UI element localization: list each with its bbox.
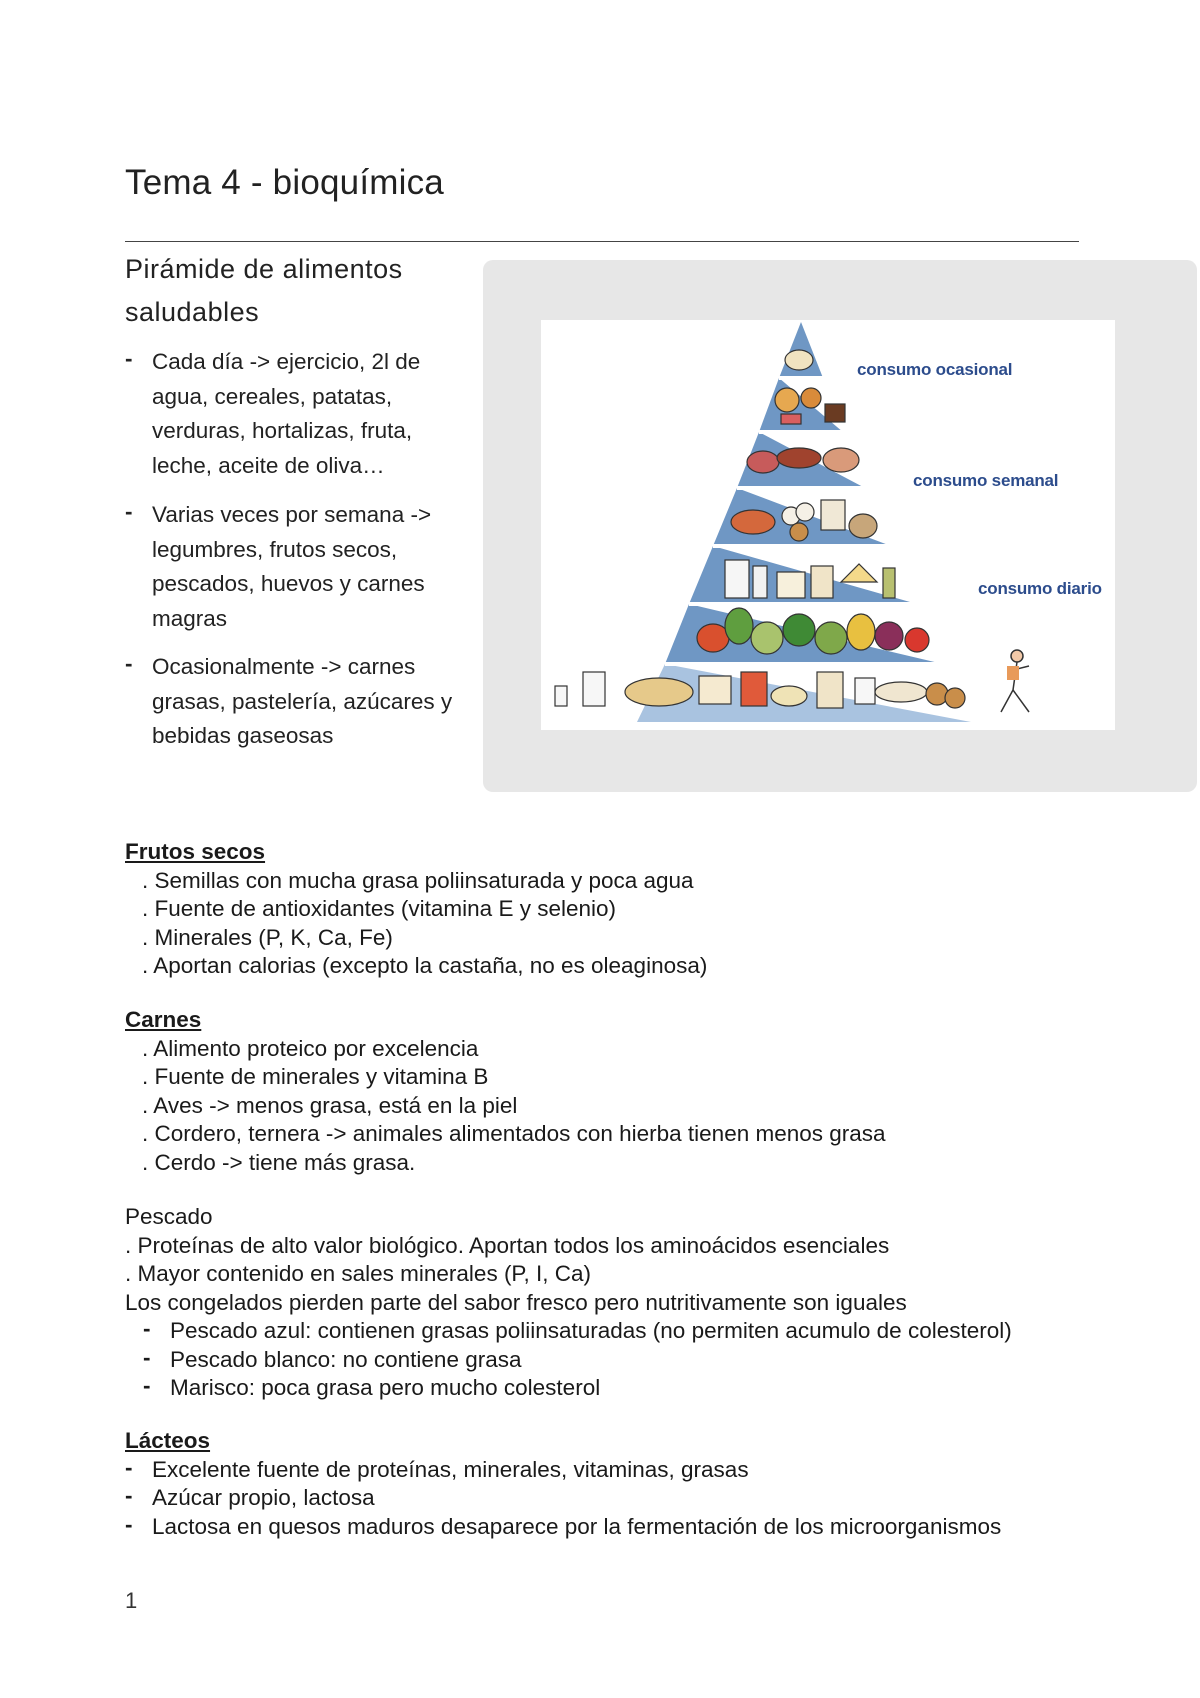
section-bullet: - Pescado blanco: no contiene grasa: [143, 1344, 522, 1372]
section-carnes: [125, 1006, 886, 1177]
section-heading: Carnes: [125, 1007, 202, 1032]
section-line: . Mayor contenido en sales minerales (P, I, Ca): [125, 1261, 592, 1286]
section-line: . Fuente de antioxidantes (vitamina E y selenio): [142, 896, 617, 921]
section-bullet: - Lactosa en quesos maduros desaparece por la fermentación de los microorganismos: [125, 1511, 1002, 1539]
section-bullet: - Marisco: poca grasa pero mucho colesterol: [143, 1373, 601, 1400]
food-pyramid-image: [541, 320, 1115, 730]
section-line: . Aves -> menos grasa, está en la piel: [142, 1092, 518, 1118]
label-consumo-diario: consumo diario: [978, 579, 1102, 598]
pyramid-heading: Pirámide de alimentos saludables: [125, 254, 403, 327]
section-bullet: - Azúcar propio, lactosa: [125, 1483, 375, 1510]
section-line: . Cerdo -> tiene más grasa.: [142, 1149, 416, 1175]
section-pescado: [125, 1203, 1012, 1403]
section-line: . Cordero, ternera -> animales alimentados con hierba tienen menos grasa: [142, 1121, 886, 1146]
section-bullet: - Pescado azul: contienen grasas poliinsaturadas (no permiten acumulo de colesterol): [143, 1316, 1012, 1343]
page-title: Tema 4 - bioquímica: [125, 163, 444, 202]
section-line: . Aportan calorias (excepto la castaña, no es oleaginosa): [142, 953, 708, 978]
section-line: Los congelados pierden parte del sabor fresco pero nutritivamente son iguales: [125, 1289, 907, 1315]
section-frutos-secos: [125, 838, 707, 981]
intro-bullet: - Varias veces por semana -> legumbres, frutos secos, pescados, huevos y carnes magras: [125, 499, 432, 631]
section-heading: Pescado: [125, 1204, 213, 1229]
title-divider: [125, 241, 1079, 242]
label-consumo-ocasional: consumo ocasional: [857, 360, 1013, 379]
label-consumo-semanal: consumo semanal: [913, 471, 1059, 490]
intro-bullet: - Cada día -> ejercicio, 2l de agua, cereales, patatas, verduras, hortalizas, fruta, leche, aceite de oliva…: [125, 346, 421, 478]
section-heading: Lácteos: [125, 1428, 211, 1453]
section-heading: Frutos secos: [125, 839, 266, 864]
food-pyramid-illustration: [541, 320, 1115, 730]
section-line: . Fuente de minerales y vitamina B: [142, 1064, 489, 1089]
section-line: . Minerales (P, K, Ca, Fe): [142, 924, 393, 950]
section-line: . Proteínas de alto valor biológico. Aportan todos los aminoácidos esenciales: [125, 1232, 890, 1258]
section-line: . Semillas con mucha grasa poliinsaturada y poca agua: [142, 867, 694, 893]
section-lacteos: [125, 1427, 1001, 1541]
section-bullet: - Excelente fuente de proteínas, minerales, vitaminas, grasas: [125, 1454, 749, 1482]
intro-bullet: - Ocasionalmente -> carnes grasas, pastelería, azúcares y bebidas gaseosas: [125, 651, 453, 748]
page-number: 1: [125, 1588, 138, 1613]
section-line: . Alimento proteico por excelencia: [142, 1035, 479, 1061]
